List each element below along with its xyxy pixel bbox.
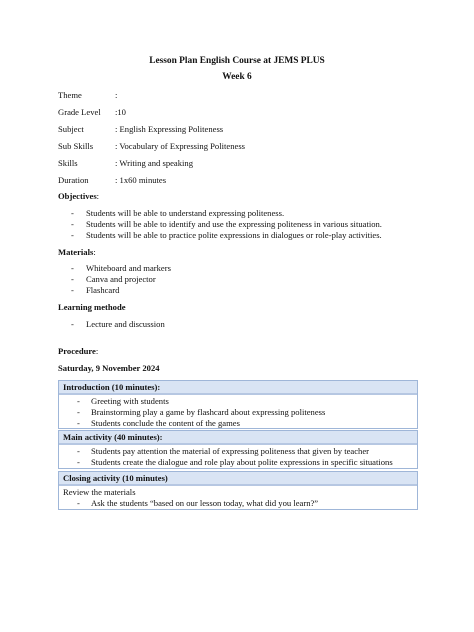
- meta-value: :10: [115, 107, 126, 117]
- main-activity-list: [59, 446, 417, 468]
- materials-colon: :: [93, 247, 96, 257]
- main-activity-block: [58, 430, 418, 469]
- document-title: Lesson Plan English Course at JEMS PLUS: [149, 56, 325, 66]
- objectives-list: [58, 208, 382, 241]
- list-item: - Brainstorming play a game by flashcard about expressing politeness: [59, 407, 417, 418]
- list-item: - Flashcard: [58, 285, 171, 296]
- learning-method-list: [58, 319, 165, 330]
- main-activity-title: Main activity (40 minutes):: [59, 431, 417, 445]
- meta-label: Sub Skills: [58, 141, 94, 151]
- meta-label: Skills: [58, 158, 78, 168]
- list-item: - Ask the students “based on our lesson today, what did you learn?”: [59, 498, 417, 509]
- meta-value: : Vocabulary of Expressing Politeness: [115, 141, 246, 151]
- closing-activity-title: Closing activity (10 minutes): [59, 472, 417, 486]
- closing-activity-list: [59, 498, 417, 509]
- meta-label: Grade Level: [58, 107, 101, 117]
- procedure-heading: [58, 346, 98, 357]
- procedure-colon: :: [95, 346, 99, 356]
- list-item: - Greeting with students: [59, 396, 417, 407]
- list-item: - Whiteboard and markers: [58, 263, 171, 274]
- list-item: - Canva and projector: [58, 274, 171, 285]
- closing-activity-block: [58, 471, 418, 510]
- list-item: - Lecture and discussion: [58, 319, 165, 330]
- meta-row-duration: [58, 175, 166, 186]
- meta-row-theme: [58, 90, 117, 101]
- materials-heading: [58, 247, 96, 258]
- meta-label: Duration: [58, 175, 89, 185]
- procedure-date: Saturday, 9 November 2024: [58, 363, 160, 373]
- introduction-title: Introduction (10 minutes):: [59, 381, 417, 395]
- list-item: - Students will be able to identify and use the expressing politeness in various situation.: [58, 219, 382, 230]
- list-item: - Students will be able to understand expressing politeness.: [58, 208, 382, 219]
- list-item: - Students conclude the content of the games: [59, 418, 417, 429]
- list-item: - Students will be able to practice polite expressions in dialogues or role-play activities.: [58, 230, 382, 241]
- procedure-heading-text: Procedure: [58, 346, 96, 356]
- week-label: Week 6: [222, 72, 252, 82]
- meta-row-sub-skills: [58, 141, 245, 152]
- materials-list: [58, 263, 171, 296]
- objectives-heading-text: Objectives: [58, 191, 97, 201]
- meta-row-grade-level: [58, 107, 126, 118]
- meta-label: Theme: [58, 90, 82, 100]
- objectives-heading: [58, 191, 99, 202]
- materials-heading-text: Materials: [58, 247, 94, 257]
- meta-value: : English Expressing Politeness: [115, 124, 224, 134]
- meta-row-subject: [58, 124, 223, 135]
- meta-value: :: [115, 90, 118, 100]
- objectives-colon: :: [96, 191, 100, 201]
- meta-value: : Writing and speaking: [115, 158, 194, 168]
- introduction-block: [58, 380, 418, 429]
- meta-value: : 1x60 minutes: [115, 175, 167, 185]
- introduction-list: [59, 396, 417, 429]
- list-item: - Students create the dialogue and role play about polite expressions in specific situations: [59, 457, 417, 468]
- learning-method-heading: Learning methode: [58, 302, 126, 312]
- meta-row-skills: [58, 158, 193, 169]
- list-item: - Students pay attention the material of expressing politeness that given by teacher: [59, 446, 417, 457]
- closing-intro: Review the materials: [63, 487, 136, 497]
- meta-label: Subject: [58, 124, 84, 134]
